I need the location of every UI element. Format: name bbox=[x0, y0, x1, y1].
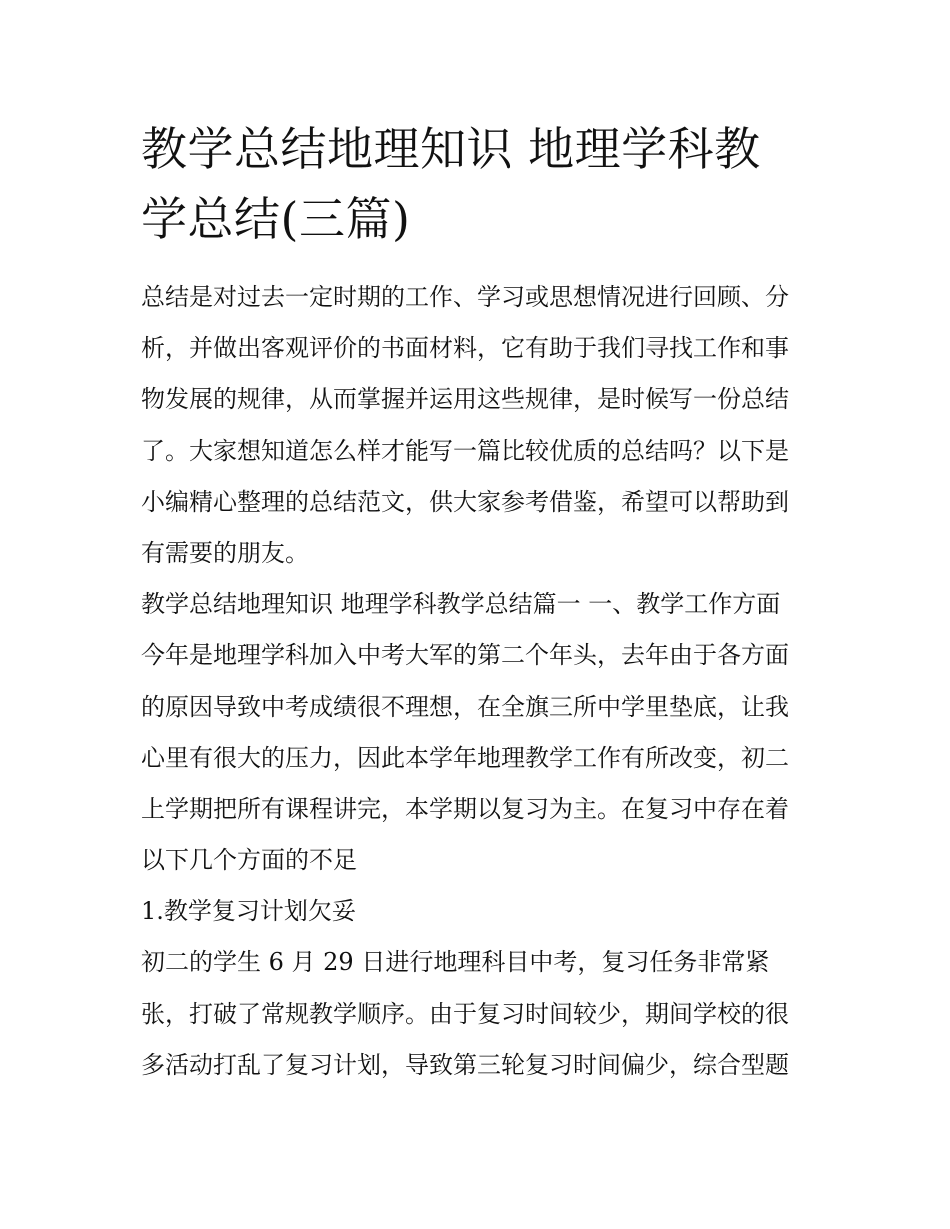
item-line: 多活动打乱了复习计划，导致第三轮复习时间偏少，综合型题 bbox=[141, 1050, 789, 1079]
section-heading-text: 教学总结地理知识 地理学科教学总结篇一 一、教学工作方面 bbox=[141, 590, 781, 619]
section-heading bbox=[141, 579, 813, 630]
intro-line: 物发展的规律，从而掌握并运用这些规律，是时候写一份总结 bbox=[141, 385, 789, 414]
intro-line: 有需要的朋友。 bbox=[141, 538, 309, 567]
intro-line: 了。大家想知道怎么样才能写一篇比较优质的总结吗？以下是 bbox=[141, 436, 789, 465]
intro-line: 总结是对过去一定时期的工作、学习或思想情况进行回顾、分 bbox=[141, 283, 789, 311]
item-heading bbox=[141, 886, 813, 937]
title-line: 学总结(三篇) bbox=[141, 192, 411, 246]
section-line: 上学期把所有课程讲完，本学期以复习为主。在复习中存在着 bbox=[141, 794, 789, 823]
intro-line: 小编精心整理的总结范文，供大家参考借鉴，希望可以帮助到 bbox=[141, 487, 789, 516]
document-title bbox=[141, 114, 813, 254]
item-heading-text: 1.教学复习计划欠妥 bbox=[141, 897, 356, 926]
section-line: 心里有很大的压力，因此本学年地理教学工作有所改变，初二 bbox=[141, 743, 789, 772]
section-line: 今年是地理学科加入中考大军的第二个年头，去年由于各方面 bbox=[141, 641, 789, 670]
title-line: 教学总结地理知识 地理学科教 bbox=[141, 122, 761, 176]
item-line: 初二的学生 6 月 29 日进行地理科目中考，复习任务非常紧 bbox=[141, 948, 770, 977]
section-line: 的原因导致中考成绩很不理想，在全旗三所中学里垫底，让我 bbox=[141, 692, 789, 721]
intro-paragraph bbox=[141, 272, 813, 579]
section-paragraph bbox=[141, 630, 813, 886]
document-body bbox=[141, 114, 813, 1091]
intro-line: 析，并做出客观评价的书面材料，它有助于我们寻找工作和事 bbox=[141, 334, 789, 363]
item-paragraph bbox=[141, 937, 813, 1091]
section-line: 以下几个方面的不足 bbox=[141, 846, 357, 875]
item-line: 张，打破了常规教学顺序。由于复习时间较少，期间学校的很 bbox=[141, 999, 789, 1028]
